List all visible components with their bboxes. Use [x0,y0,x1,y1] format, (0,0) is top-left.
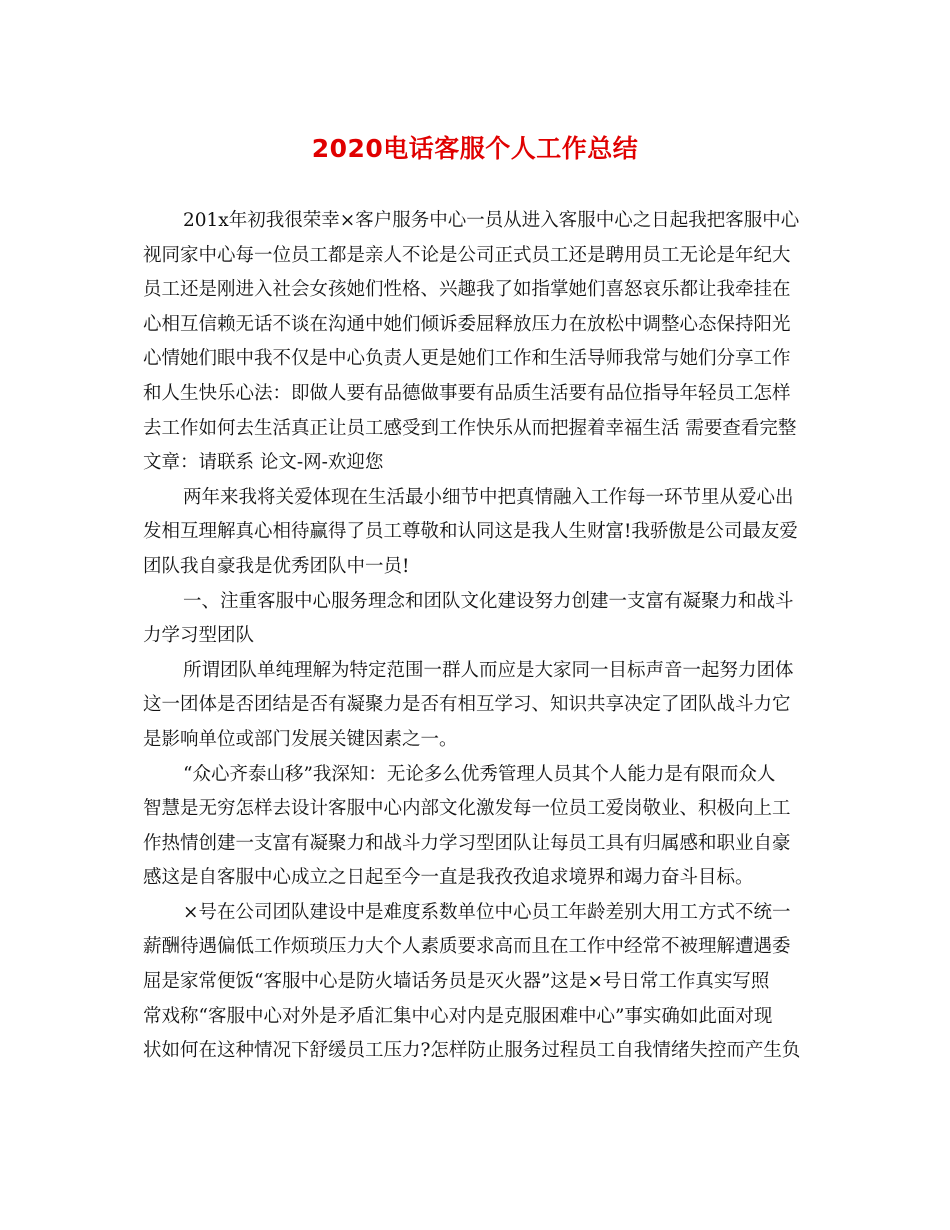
document-title: 2020电话客服个人工作总结 [311,134,639,163]
text-line: “众心齐泰山移”我深知：无论多么优秀管理人员其个人能力是有限而众人 [183,763,776,785]
text-line: 力学习型团队 [143,625,255,647]
text-line: 一、注重客服中心服务理念和团队文化建设努力创建一支富有凝聚力和战斗 [183,590,794,612]
text-line: 常戏称“客服中心对外是矛盾汇集中心对内是克服困难中心”事实确如此面对现 [143,1005,773,1027]
document-body [143,204,833,1069]
text-line: 团队我自豪我是优秀团队中一员! [143,555,410,577]
text-line: 员工还是刚进入社会女孩她们性格、兴趣我了如指掌她们喜怒哀乐都让我牵挂在 [143,279,791,301]
text-line: 这一团体是否团结是否有凝聚力是否有相互学习、知识共享决定了团队战斗力它 [143,694,791,716]
text-line: 两年来我将关爱体现在生活最小细节中把真情融入工作每一环节里从爱心出 [183,486,794,508]
text-line: 作热情创建一支富有凝聚力和战斗力学习型团队让每员工具有归属感和职业自豪 [143,832,791,854]
text-line: 文章：请联系 论文-网-欢迎您 [143,452,384,474]
text-line: 状如何在这种情况下舒缓员工压力?怎样防止服务过程员工自我情绪失控而产生负 [143,1040,801,1062]
text-line: 心相互信赖无话不谈在沟通中她们倾诉委屈释放压力在放松中调整心态保持阳光 [143,313,791,335]
text-line: 心情她们眼中我不仅是中心负责人更是她们工作和生活导师我常与她们分享工作 [143,348,791,370]
text-line: 和人生快乐心法：即做人要有品德做事要有品质生活要有品位指导年轻员工怎样 [143,382,791,404]
text-line: 视同家中心每一位员工都是亲人不论是公司正式员工还是聘用员工无论是年纪大 [143,244,791,266]
text-line: 是影响单位或部门发展关键因素之一。 [143,728,458,750]
text-line: 所谓团队单纯理解为特定范围一群人而应是大家同一目标声音一起努力团体 [183,659,794,681]
text-line: 感这是自客服中心成立之日起至今一直是我孜孜追求境界和竭力奋斗目标。 [143,867,754,889]
text-line: 去工作如何去生活真正让员工感受到工作快乐从而把握着幸福生活 需要查看完整 [143,417,797,439]
text-line: ×号在公司团队建设中是难度系数单位中心员工年龄差别大用工方式不统一 [183,901,791,923]
text-line: 201x年初我很荣幸×客户服务中心一员从进入客服中心之日起我把客服中心 [183,210,800,231]
text-line: 屈是家常便饭“客服中心是防火墙话务员是灭火器”这是×号日常工作真实写照 [143,971,770,993]
text-line: 智慧是无穷怎样去设计客服中心内部文化激发每一位员工爱岗敬业、积极向上工 [143,798,791,820]
text-line: 薪酬待遇偏低工作烦琐压力大个人素质要求高而且在工作中经常不被理解遭遇委 [143,936,791,958]
text-line: 发相互理解真心相待赢得了员工尊敬和认同这是我人生财富!我骄傲是公司最友爱 [143,521,798,543]
